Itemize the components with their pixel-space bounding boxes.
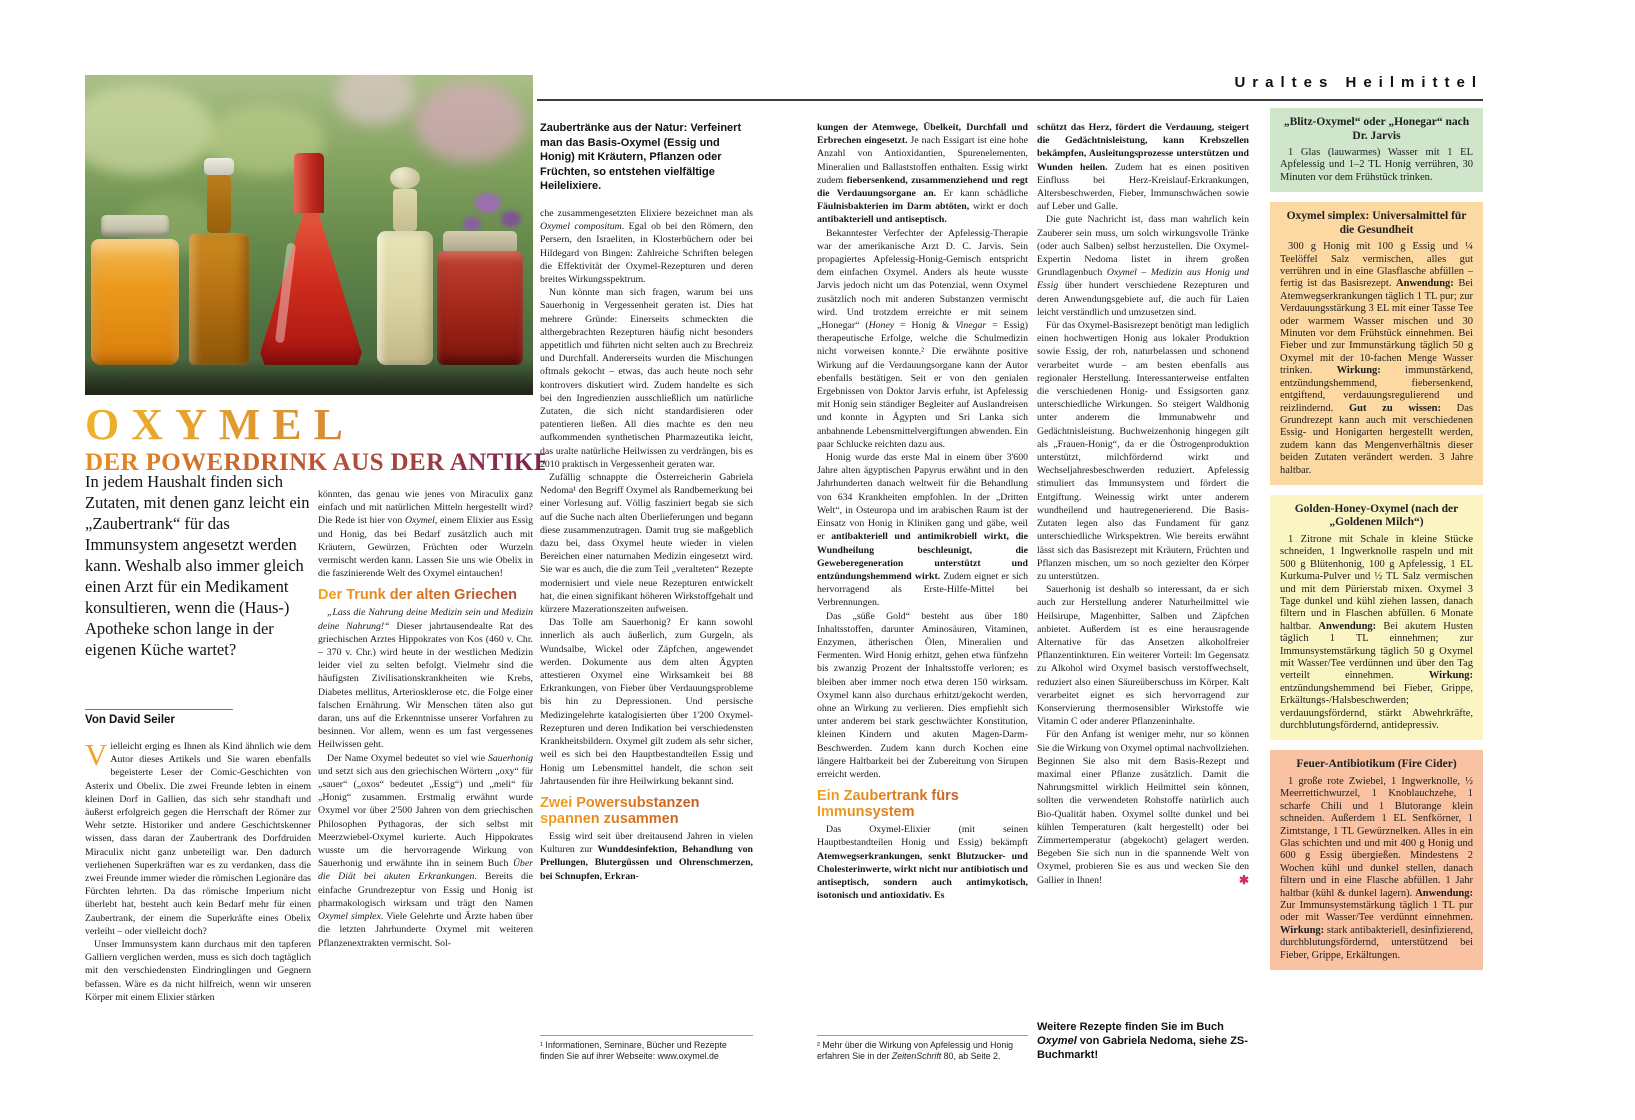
text-run: Nun könnte man sich fragen, warum bei uns Sauerhonig in Vergessenheit geraten ist. Dies hat mehrere Gründe: Einerseits schmeckten die althergebrachten Rezepturen häufig nicht besonders appetitlich und führten nicht selten auch zu Brechreiz und Durchfall. Andererseits wurden die Mischungen oftmals gekocht – etwas, das auch heute noch sehr kontrovers diskutiert wird. Zudem handelte es sich bei den Ingredienzien ausschließlich um natürliche Zutaten, die sich nicht standardisieren oder patentieren ließen. All dies machte es den neu aufkommenden synthetischen Pharmazeutika leicht, das uralte natürliche Heilwissen zu verdrängen, bis es 2010 praktisch in Vergessenheit geraten war. — [540, 287, 753, 470]
lead-paragraph: In jedem Haushalt finden sich Zutaten, mit denen ganz leicht ein „Zaubertrank“ für das Immunsystem angesetzt werden kann. Weshalb also immer gleich einen Arzt für ein Medikament konsultieren, wenn die (Haus-) Apotheke schon lange in der eigenen Küche wartet? — [85, 472, 310, 659]
section-heading — [540, 795, 753, 827]
paragraph — [1037, 728, 1249, 886]
recipe-box-title: Oxymel simplex: Universalmittel für die Gesundheit — [1286, 210, 1467, 236]
text-run: schützt das Herz, fördert die Verdauung, steigert die Gedächtnisleistung, kann Krebszellen bekämpfen, Ausleitungsprozesse unterstützen und Wunden heilen. — [1037, 122, 1249, 173]
recipe-box-feuer-antibiotikum — [1270, 750, 1483, 970]
text-run: , einem Elixier aus Essig und Honig, das bei Bedarf zusätzlich auch mit Kräutern, Gewürzen, Früchten oder Wurzeln vermischt werden kann. Lassen Sie uns wie Obelix in die faszinierende Welt des Oxymel eintauchen! — [318, 515, 533, 580]
text-run: Wirkung: — [1336, 365, 1381, 377]
paragraph — [318, 488, 533, 580]
recipe-box-title: Feuer-Antibiotikum (Fire Cider) — [1296, 758, 1457, 771]
text-run: Zufällig schnappte die Österreicherin Gabriela Nedoma¹ den Begriff Oxymel als Randbemerkung bei einer Vorlesung auf. Völlig fasziniert begab sie sich auf die Suche nach alten Überlieferungen und begann diese zusammenzutragen. Damit trug sie maßgeblich dazu bei, dass Oxymel heute wieder in vielen Bereichen einer naturnahen Medizin eingesetzt wird. Sie war es auch, die die zum Teil „veralteten“ Rezepte modernisiert und viele neue Rezepturen entwickelt hat, die einen signifikant höheren Wirkstoffgehalt und kürzere Mazerationszeiten aufweisen. — [540, 472, 753, 616]
paragraph — [540, 471, 753, 616]
byline-rule — [85, 709, 233, 710]
text-run: wirkt er doch — [969, 201, 1028, 213]
text-run: ¹ Informationen, Seminare, Bücher und Rezepte finden Sie auf ihrer Webseite: www.oxymel.de — [540, 1040, 727, 1062]
page-kicker: Uraltes Heilmittel — [1234, 74, 1483, 91]
text-run: Essig wird seit über dreitausend Jahren in vielen Kulturen zur — [540, 830, 753, 856]
paragraph — [85, 740, 311, 938]
recipe-box-title: Golden-Honey-Oxymel (nach der „Goldenen Milch“) — [1294, 502, 1459, 529]
footnote — [817, 1035, 1028, 1062]
text-run: Ein Zaubertrank fürs Immunsystem — [817, 788, 959, 821]
paragraph — [817, 823, 1028, 902]
end-note — [1037, 1016, 1249, 1062]
text-run: von Gabriela Nedoma, siehe ZS-Buchmarkt! — [1037, 1035, 1248, 1061]
recipe-sidebar — [1270, 108, 1483, 970]
byline: Von David Seiler — [85, 714, 175, 726]
text-run: Fäulnisbakterien im Darm abtöten, — [817, 201, 970, 213]
text-run: Je nach Essigart ist eine hohe Anzahl von Antioxidantien, Spurenelementen, Mineralien und Ballaststoffen enthalten. Essig wirkt zudem — [817, 135, 1028, 186]
paragraph — [540, 616, 753, 788]
text-run: Atemwegserkrankungen, senkt Blutzucker- und Cholesterinwerte, wirkt nicht nur antibiotisch und antiseptisch, sondern auch antimykotisch, isotonisch und antioxidativ. Es — [817, 850, 1028, 902]
text-run: Oxymel – Medizin aus Honig und Essig — [1037, 267, 1249, 292]
paragraph — [540, 830, 753, 883]
amber-bottle — [189, 233, 249, 365]
text-run: Über die Diät bei akuten Erkrankungen — [318, 858, 533, 883]
recipe-box-blitz-oxymel — [1270, 108, 1483, 192]
text-run: che zusammengesetzten Elixiere bezeichnet man als — [540, 207, 753, 219]
photo-flower — [463, 217, 481, 231]
text-run: Der Name Oxymel bedeutet so viel wie — [327, 752, 488, 764]
text-run: ² Mehr über die Wirkung von Apfelessig und Honig erfahren Sie in der — [817, 1040, 1014, 1062]
section-heading — [817, 788, 1028, 820]
text-run: Anwendung: — [1396, 278, 1454, 290]
text-run: Weitere Rezepte finden Sie im Buch — [1037, 1021, 1224, 1033]
pale-bottle-stopper — [390, 167, 420, 189]
photo-bokeh — [85, 85, 215, 175]
article-photo — [85, 75, 533, 395]
text-run: 1 Glas (lauwarmes) Wasser mit 1 EL Apfelessig und 1–2 TL Honig verrühren, 30 Minuten vor dem Frühstück trinken. — [1280, 147, 1473, 183]
recipe-box-body — [1280, 147, 1473, 184]
paragraph — [817, 121, 1028, 227]
text-run: Zaubertränke aus der Natur: Verfeinert man das Basis-Oxymel (Essig und Honig) mit Kräutern, Pflanzen oder Früchten, so entstehen vielfältige Heilelixiere. — [540, 122, 742, 193]
photo-bokeh — [335, 75, 415, 125]
article-column-3 — [540, 121, 753, 1062]
pale-bottle — [377, 231, 433, 365]
amber-bottle-stopper — [204, 158, 234, 175]
text-run: immunstärkend, entzündungshemmend, fiebersenkend, entgiftend, verdauungsregulierend und reizlindernd. — [1280, 365, 1473, 414]
text-run: Honig wurde das erste Mal in einem über 3'600 Jahre alten ägyptischen Papyrus erwähnt und in den Jahrhunderten danach weltweit für die Behandlung von 634 Krankheiten empfohlen. In der „Dritten Welt“, in Osteuropa und im arabischen Raum ist der Einsatz von Honig in Kliniken gang und gäbe, weil er — [817, 452, 1028, 543]
text-run: Oxymel compositum — [540, 221, 622, 233]
text-run: Wirkung: — [1280, 924, 1325, 936]
text-run: stark antibakteriell, desinfizierend, durchblutungsfördernd, unterstützend bei Fieber, Grippe, Erkältungen. — [1280, 924, 1473, 961]
recipe-box-oxymel-simplex — [1270, 202, 1483, 485]
text-run: antibakteriell und antiseptisch. — [817, 214, 947, 226]
paragraph — [540, 286, 753, 471]
recipe-box-body — [1280, 776, 1473, 962]
text-run: Das Tolle am Sauerhonig? Er kann sowohl innerlich als auch äußerlich, zum Gurgeln, als Wundsalbe, Wickel oder Zäpfchen, angewendet werden. Dokumente aus dem alten Ägypten attestieren Oxymel eine Wirksamkeit bei 88 Erkrankungen, von Fieber über Verdauungsprobleme bis hin zu Depressionen. Und persische Medizingelehrte katalogisierten über 1'200 Oxymel-Rezepturen und deren Indikation bei verschiedensten Krankheitsbildern. Oxymel gilt zudem als sehr sicher, weil es sich bei den Hauptbestandteilen Essig und Honig um Lebensmittel handelt, die schon seit Jahrtausenden für ihre Heilwirkung bekannt sind. — [540, 617, 753, 787]
asterisk: ✱ — [1238, 872, 1249, 887]
kicker-rule — [537, 99, 1483, 101]
text-run: Dieser jahrtausendealte Rat des griechischen Arztes Hippokrates von Kos (460 v. Chr. – 370 v. Chr.) wird heute in der westlichen Medizin leider viel zu selten befolgt. Vielmehr sind die häufigsten Zivilisationskrankheiten wie Krebs, Diabetes mellitus, Arteriosklerose etc. die Folge einer falschen Ernährung. Wir Menschen täten also gut daran, uns auf die Erkenntnisse unserer Vorfahren zu besinnen. Vor allem, wenn es um fast vergessenes Heilwissen geht. — [318, 620, 533, 751]
text-run: = Honig & — [894, 320, 956, 332]
text-run: über hundert verschiedene Rezepturen und deren Anwendungsgebiete auf, die auch für Laien leicht verständlich und umzusetzen sind. — [1037, 280, 1249, 318]
photo-flower — [501, 211, 521, 227]
paragraph — [817, 451, 1028, 609]
text-run: . Bereits die einfache Grundrezeptur von Essig und Honig ist pharmakologisch wirksam und trägt den Namen — [318, 871, 533, 909]
text-run: 80, ab Seite 2. — [941, 1051, 1001, 1062]
red-jar — [437, 251, 523, 365]
text-run: Zudem hat es einen positiven Einfluss bei Herz-Kreislauf-Erkrankungen, Altersbeschwerden, Fieber, Immunschwächen sowie auf Leber und Galle. — [1037, 161, 1249, 213]
text-run: 1 Zitrone mit Schale in kleine Stücke schneiden, 1 Ingwerknolle raspeln und mit 500 g Blütenhonig, 100 g Apfelessig, 1 EL Kurkuma-Pulver und ½ TL Salz vermischen und mit dem Pürierstab mixen. Oxymel 3 Tage dunkel und kühl ziehen lassen, danach filtern und in Flaschen abfüllen. 6 Monate haltbar. — [1280, 533, 1473, 632]
paragraph — [1037, 583, 1249, 728]
text-run: Wirkung: — [1428, 670, 1473, 682]
article-column-5 — [1037, 121, 1249, 1062]
text-run: Sauerhonig ist deshalb so interessant, da er sich auch zur Herstellung anderer Naturheilmittel wie Heilsirupe, Magenbitter, Salben und Zäpfchen anbietet. Außerdem ist es eine herausragende Alternative für das Ansetzen alkoholfreier Pflanzentinkturen. Ein weiterer Vorteil: Im Gegensatz zu Alkohol wird Oxymel basisch verstoffwechselt, reduziert also einen Säureüberschuss im Körper. Kalt verarbeitet eignet es sich hervorragend zur Konservierung thermosensibler Wirkstoffe wie Vitamin C oder anderer Pflanzeninhalte. — [1037, 584, 1249, 728]
headline-block — [85, 400, 551, 476]
article-column-1 — [85, 740, 311, 1062]
article-title: OXYMEL — [85, 402, 545, 448]
paragraph — [318, 752, 533, 950]
text-run: kungen der Atemwege, Übelkeit, Durchfall und Erbrechen eingesetzt. — [817, 122, 1028, 147]
text-run: Gut zu wissen: — [1349, 402, 1441, 414]
text-run: Der Trunk der alten Griechen — [318, 587, 518, 604]
red-jar-lid — [443, 231, 517, 251]
text-run: und setzt sich aus den griechischen Wörtern „oxy“ für „sauer“ („oxos“ bedeutet „Essig“) und „meli“ für „Honig“ zusammen. Erstmalig erwähnt wurde Oxymel vor über 2'500 Jahren von dem griechischen Philosophen Pythagoras, der sich selbst mit Meerzwiebel-Oxymel kurierte. Auch Hippokrates wusste um die hervorragende Wirkung von Sauerhonig und erwähnte ihn in seinem Buch — [318, 765, 533, 870]
amber-bottle-neck — [207, 175, 231, 233]
pale-bottle-neck — [393, 189, 417, 231]
paragraph — [1037, 319, 1249, 583]
text-run: ielleicht erging es Ihnen als Kind ähnlich wie dem Autor dieses Artikels und Sie waren ebenfalls begeisterte Leser der Comic-Geschichten von Asterix und Obelix. Die zwei Freunde lebten in einem kleinen Dorf in Gallien, das sich sehr standhaft und äußerst erfolgreich gegen die Herrschaft der Römer zur Wehr setzte. Historiker und andere Geschichtskenner wissen, dass daran der Zaubertrank des Dorfdruiden Miraculix nicht ganz unbeteiligt war. Den dadurch verliehenen Superkräften war es zu verdanken, dass die zwei Freunde immer wieder die römischen Legionäre das Fürchten lehrten. Da das römische Imperium nicht überlebt hat, besteht auch kein Bedarf mehr für einen Zaubertrank, der einem die Superkräfte eines Obelix verleiht – oder vielleicht doch? — [85, 741, 311, 937]
text-run: Honey — [868, 320, 895, 332]
recipe-box-body — [1280, 241, 1473, 477]
text-run: entzündungshemmend bei Fieber, Grippe, Erkältungs-/Halsbeschwerden; verdauungsfördernd, stärkt Abwehrkräfte, durchblutungsfördernd, antidepressiv. — [1280, 682, 1473, 732]
text-run: antibakteriell und antimikrobiell wirkt, die Wundheilung beschleunigt, die Geweberegeneration unterstützt und entzündungshemmend wirkt. — [817, 531, 1028, 582]
red-flask — [257, 213, 365, 365]
text-run: Oxymel simplex — [318, 911, 381, 923]
photo-table-surface — [85, 359, 533, 395]
paragraph — [318, 606, 533, 751]
text-run: Zudem eignet er sich hervorragend als Erste-Hilfe-Mittel bei Verbrennungen. — [817, 570, 1028, 609]
text-run: Anwendung: — [1415, 887, 1473, 899]
text-run: . Egal ob bei den Römern, den Persern, den Israeliten, in Klosterbüchern oder bei Hildegard von Bingen: Zahlreiche Schriften belegen die Effektivität der Oxymel-Rezepturen und deren breites Wirkungsspektrum. — [540, 221, 753, 285]
footnote — [540, 1035, 753, 1062]
paragraph — [85, 938, 311, 1004]
paragraph — [1037, 121, 1249, 213]
photo-caption — [540, 121, 753, 194]
text-run: könnten, das genau wie jenes von Miraculix ganz einfach und mit natürlichen Mitteln hergestellt wird? Die Rede ist hier von — [318, 489, 533, 527]
text-run: ZeitenSchrift — [891, 1051, 942, 1062]
text-run: . Viele Gelehrte und Ärzte haben über die letzten Jahrhunderte Oxymel mit weiteren Pflanzenextrakten vermischt. Sol- — [318, 911, 533, 949]
text-run: „Lass die Nahrung deine Medizin sein und Medizin deine Nahrung!“ — [318, 607, 533, 632]
text-run: Sauerhonig — [488, 752, 533, 764]
text-run: Die gute Nachricht ist, dass man wahrlich kein Zauberer sein muss, um solch wirkungsvolle Tränke (oder auch Salben) selbst herzustellen. Die Oxymel-Expertin Nedoma listet in ihrem großen Grundlagenbuch — [1037, 214, 1249, 279]
article-column-2 — [318, 488, 533, 1062]
article-subtitle: DER POWERDRINK AUS DER ANTIKE — [85, 449, 551, 476]
text-run: Wunddesinfektion, Behandlung von Prellungen, Blutergüssen und Ohrenschmerzen, bei Schnupfen, Erkran- — [540, 844, 753, 882]
paragraph — [817, 610, 1028, 782]
text-run: Bei akutem Husten täglich 1 TL einnehmen; zur Immunsystemstärkung täglich 50 g Oxymel mit Wasser/Tee verdünnen und über den Tag verteilt einnehmen. — [1280, 620, 1474, 682]
text-run: Zur Immunsystemstärkung täglich 1 TL pur oder mit Wasser/Tee verdünnt einnehmen. — [1280, 900, 1473, 924]
text-run: Anwendung: — [1318, 620, 1377, 632]
text-run: Das „süße Gold“ besteht aus über 180 Inhaltsstoffen, darunter Aminosäuren, Vitaminen, Enzymen, ätherischen Ölen, Mineralien und Fermenten. Wird Honig erhitzt, gehen etwa fünfzehn bis zwanzig Prozent der Inhaltsstoffe verloren; es bleiben aber immer noch etwa deren 150 wirksam. Oxymel kann also durchaus erhitzt/gekocht werden, ohne an Wirkung zu verlieren. Dies empfiehlt sich unter anderem bei stark geschwächter Konstitution, kleinen Kindern und akuten Magen-Darm-Beschwerden. Zudem kann durch Kochen eine längere Haltbarkeit bei der Zubereitung von Sirupen erreicht werden. — [817, 610, 1028, 780]
text-run: Oxymel — [404, 515, 435, 527]
recipe-box-body — [1280, 534, 1473, 733]
text-run: Für das Oxymel-Basisrezept benötigt man lediglich einen hochwertigen Honig aus lokaler Produktion sowie Essig, der roh, naturbelassen und schonend verarbeitet wurde – am besten ebenfalls aus regionaler Herstellung. Interessanterweise entfalten die verschiedenen Honig- und Essigsorten ganz unterschiedliche Wirkungen. So steigert Waldhonig unter anderem die Immunabwehr und Gedächtnisleistung. Buchweizenhonig hingegen gilt als „Frauen-Honig“, da er die Östrogenproduktion unterstützt, milchfördernd wirkt und Wechseljahresbeschwerden reduziert. Apfelessig stimuliert das Immunsystem und fördert die Entgiftung. Weinessig wirkt unter anderem wundheilend und hautregenerierend. Die Basis-Zutaten legen also das Fundament für ganz unterschiedliche Wirkspektren. Wie bereits erwähnt lässt sich das Basisrezept mit Kräutern, Früchten und Pflanzen mischen, um so noch gezielter den Körper zu unterstützen. — [1037, 320, 1249, 582]
text-run: = Essig) therapeutische Erfolge, welche die Schulmedizin nicht vorweisen konnte.² Die erwähnte positive Wirkung auf die Verdauungsorgane kann der Autor ebenfalls bestätigen. Seit er von den genialen Ergebnissen von Doktor Jarvis erfuhr, ist Apfelessig mit Honig sein ständiger Begleiter auf Auslandreisen und konnte in Ägypten und Sri Lanka sich anbahnende Lebensmittelvergiftungen abwenden. Ein paar Schlucke reichten dazu aus. — [817, 320, 1028, 450]
text-run: Zwei Powersubstanzen spannen zusammen — [540, 794, 700, 827]
text-run: Das Grundrezept kann auch mit verschiedenen Essig- und Honigarten hergestellt werden, zudem kann das Mengenverhältnis dieser beiden Zutaten verändert werden. 3 Jahre haltbar. — [1280, 402, 1473, 476]
text-run: Bei Atemwegserkrankungen täglich 1 TL pur; zur Verdauungsstärkung 3 EL mit einer Tasse Tee oder warmem Wasser mischen und 30 Minuten vor dem Frühstück einnehmen. Bei Fieber und zur Immunstärkung täglich 50 g Oxymel mit der 10-fachen Menge Wasser trinken. — [1280, 278, 1473, 377]
paragraph — [817, 227, 1028, 451]
text-run: Unser Immunsystem kann durchaus mit den tapferen Galliern verglichen werden, muss es sich doch tagtäglich mit den verschiedensten Eindringlingen und Gegnern befassen. Wäre es da nicht hilfreich, wenn wir unseren Körper mit einem Elixier stärken — [85, 939, 311, 1003]
text-run: 1 große rote Zwiebel, 1 Ingwerknolle, ½ Meerrettichwurzel, 1 Knoblauchzehe, 1 scharfe Chili und 1 Blutorange klein schneiden. Außerdem 1 EL Senfkörner, 1 Zimtstange, 1 TL Gewürznelken. Alles in ein Glas schichten und und mit 400 g Honig und 600 g Essig übergießen. Mindestens 2 Wochen kühl und dunkel stellen, danach filtern und in eine Flasche abfüllen. 1 Jahr haltbar (kühl & dunkel lagern). — [1280, 775, 1473, 899]
text-run: Für den Anfang ist weniger mehr, nur so können Sie die Wirkung von Oxymel optimal nachvollziehen. Beginnen Sie also mit dem Basis-Rezept und maximal einer Pflanze zusätzlich. Damit die Nahrungsmittel wirklich Heilmittel sein können, sollten die verwendeten Rohstoffe natürlich auch Bio-Qualität haben. Oxymel sollte dunkel und bei kühlen Temperaturen (kalt hergestellt) oder bei Zimmertemperatur (abgekocht) gelagert werden. Begeben Sie sich nun in die spannende Welt von Oxymel, probieren Sie es aus und wecken Sie den Gallier in Ihnen! — [1037, 729, 1249, 886]
honey-jar — [91, 239, 179, 365]
recipe-box-title: „Blitz-Oxymel“ oder „Honegar“ nach Dr. Jarvis — [1283, 116, 1470, 142]
text-run: Er kann schädliche — [936, 188, 1028, 200]
honey-jar-lid — [101, 215, 169, 237]
red-flask-neck — [294, 153, 324, 213]
text-run: Bekanntester Verfechter der Apfelessig-Therapie war der amerikanische Arzt D. C. Jarvis. Sein propagiertes Apfelessig-Honig-Gemisch entspricht dem einfachen Oxymel. Anders als heute wusste Jarvis jedoch nicht um das Potenzial, wenn Oxymel zusätzlich noch mit anderen Substanzen vermischt wird. Und trotzdem erreichte er mit seinem „Honegar“ ( — [817, 227, 1028, 332]
paragraph — [540, 207, 753, 286]
section-heading — [318, 587, 533, 603]
text-run: Oxymel — [1037, 1035, 1077, 1047]
drop-cap: V — [85, 740, 108, 772]
photo-flower — [475, 193, 501, 213]
recipe-box-golden-honey-oxymel — [1270, 495, 1483, 741]
article-column-4 — [817, 121, 1028, 1062]
text-run: 300 g Honig mit 100 g Essig und ¼ Teelöffel Salz vermischen, alles gut verrühren und in eine Glasflasche abfüllen – fertig ist das Basisrezept. — [1280, 241, 1473, 290]
photo-bokeh — [415, 83, 525, 163]
text-run: Das Oxymel-Elixier (mit seinen Hauptbestandteilen Honig und Essig) bekämpft — [817, 824, 1028, 849]
text-run: fiebersenkend, zusammenziehend und regt die Verdauungsorgane an. — [817, 174, 1028, 200]
text-run: Vinegar — [955, 320, 987, 332]
paragraph — [1037, 213, 1249, 319]
